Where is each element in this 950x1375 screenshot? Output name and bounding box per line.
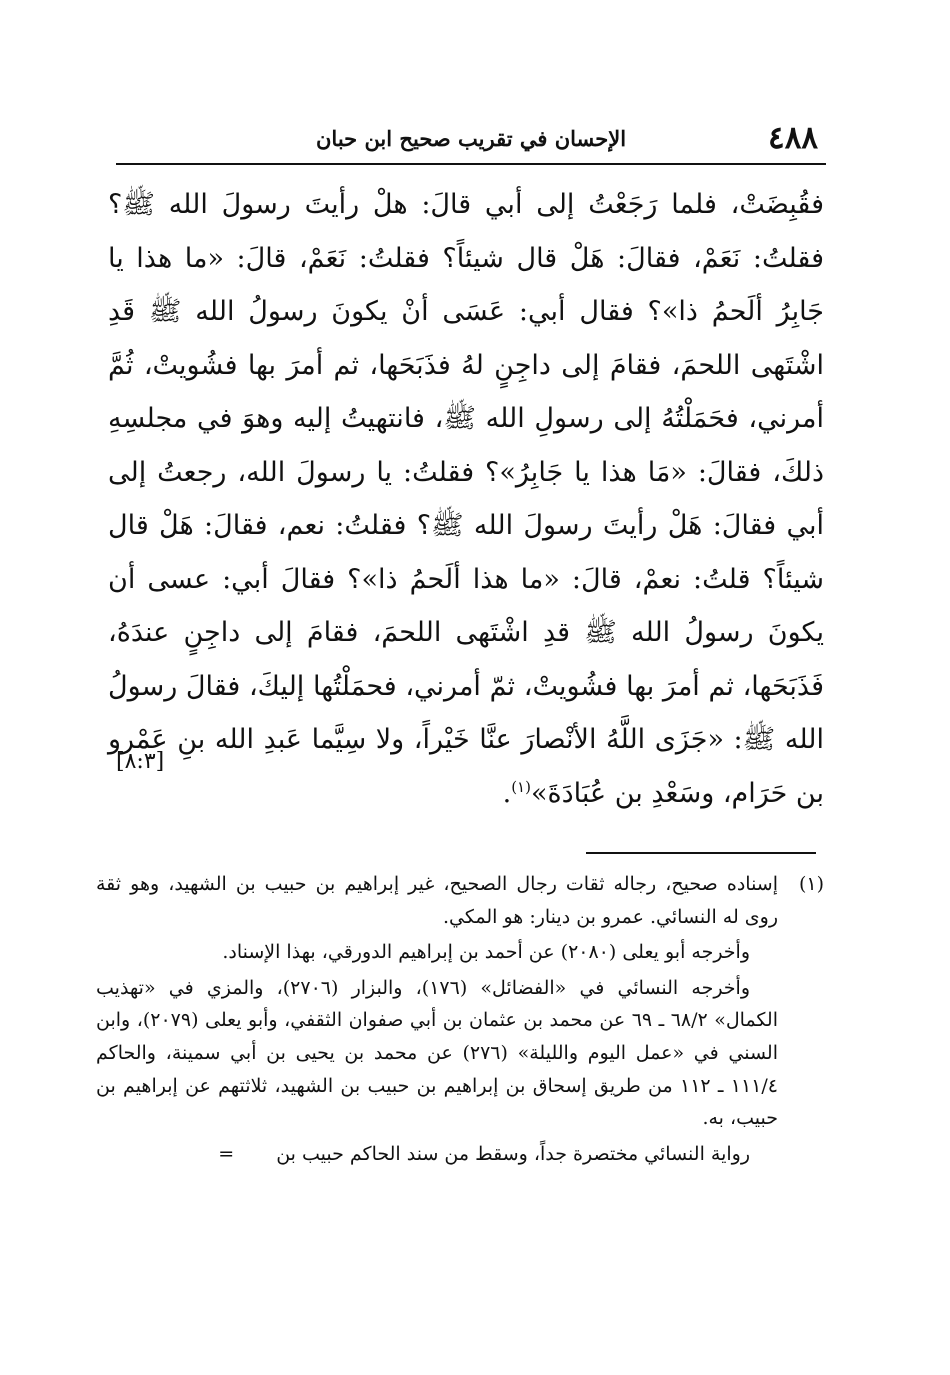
header-rule [116, 163, 826, 165]
hadith-text [108, 178, 824, 820]
book-title: الإحسان في تقريب صحيح ابن حبان [316, 126, 627, 151]
footnote-paragraph-text: رواية النسائي مختصرة جداً، وسقط من سند الحاكم حبيب بن [276, 1142, 750, 1165]
running-head [116, 118, 826, 158]
hadith-body: فقُبِضَتْ، فلما رَجَعْتُ إلى أبي قالَ: هلْ رأيتَ رسولَ الله ﷺ؟ فقلتُ: نَعَمْ، فقالَ: هَلْ قال شيئاً؟ فقلتُ: نَعَمْ، قالَ: «ما هذا يا جَابِرُ ألَحمُ ذا»؟ فقال أبي: عَسَى أنْ يكونَ رسولُ الله ﷺ قَدِ اشْتَهى اللحمَ، فقامَ إلى داجِنٍ لهُ فذَبَحَها، ثم أمرَ بها فشُويتْ، ثُمَّ أمرني، فحَمَلْتُهُ إلى رسولِ الله ﷺ، فانتهيتُ إليه وهوَ في مجلسِهِ ذلكَ، فقالَ: «مَا هذا يا جَابِرُ»؟ فقلتُ: يا رسولَ الله، رجعتُ إلى أبي فقالَ: هَلْ رأيتَ رسولَ الله ﷺ؟ فقلتُ: نعم، فقالَ: هَلْ قال شيئاً؟ قلتُ: نعمْ، قالَ: «ما هذا ألَحمُ ذا»؟ فقالَ أبي: عسى أن يكونَ رسولُ الله ﷺ قدِ اشْتَهى اللحمَ، فقامَ إلى داجِنٍ عندَهُ، فَذَبَحَها، ثم أمرَ بها فشُويتْ، ثمّ أمرني، فحمَلْتُها إليكَ، فقالَ رسولُ الله ﷺ: «جَزَى اللَّهُ الأنْصارَ عنَّا خَيْراً، ولا سِيَّما عَبدِ الله بنِ عَمْرو بن حَرَام، وسَعْدِ بن عُبَادَةَ» [108, 189, 824, 809]
main-text [108, 178, 824, 820]
footnote-paragraph: وأخرجه أبو يعلى (٢٠٨٠) عن أحمد بن إبراهيم الدورقي، بهذا الإسناد. [222, 941, 750, 964]
footnote-paragraph: إسناده صحيح، رجاله ثقات رجال الصحيح، غير إبراهيم بن حبيب بن الشهيد، وهو ثقة روى له النسائي. عمرو بن دينار: هو المكي. [96, 873, 778, 928]
footnote-paragraph: وأخرجه النسائي في «الفضائل» (١٧٦)، والبزار (٢٧٠٦)، والمزي في «تهذيب الكمال» ٦٨/٢ ـ ٦٩ عن محمد بن عثمان بن أبي صفوان الثقفي، وأبو يعلى (٢٠٧٩)، وابن السني في «عمل اليوم والليلة» (٢٧٦) عن محمد بن يحيى بن أبي سمينة، والحاكم ١١١/٤ ـ ١١٢ من طريق إسحاق بن إبراهيم بن حبيب بن الشهيد، ثلاثتهم عن إبراهيم بن حبيب، به. [96, 976, 778, 1130]
footnotes [96, 868, 824, 1170]
volume-page-reference: [٨:٣] [116, 749, 165, 774]
continuation-mark: = [218, 1142, 235, 1165]
footnote-paragraph-last [96, 1138, 824, 1171]
footnote-number: (١) [798, 873, 824, 895]
footnote-rule [586, 852, 816, 854]
page-number: ٤٨٨ [768, 120, 818, 156]
footnote-1 [96, 868, 824, 933]
footnote-reference: (١) [511, 777, 531, 796]
end-punctuation: . [502, 777, 512, 809]
